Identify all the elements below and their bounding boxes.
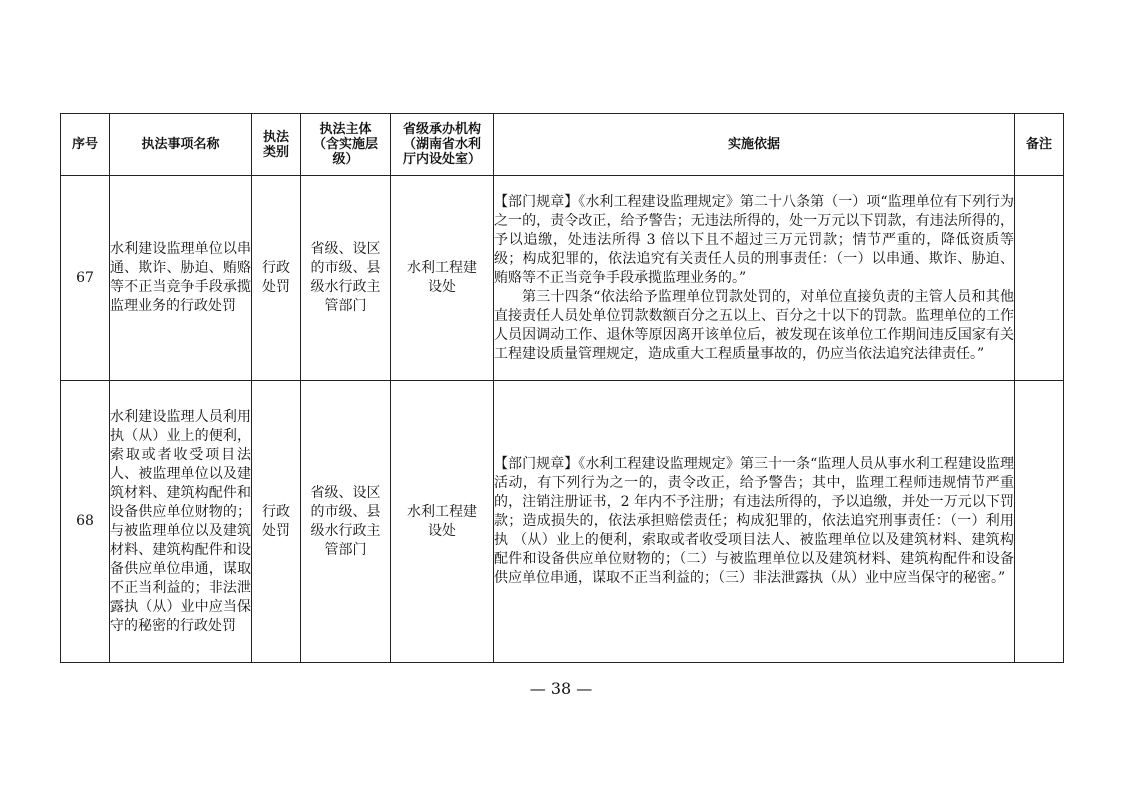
table-row [61,176,1064,381]
row-category: 行政处罚 [252,381,301,663]
basis-paragraph: 【部门规章】《水利工程建设监理规定》第三十一条“监理人员从事水利工程建设监理活动，有下列行为之一的，责令改正，给予警告；其中，监理工程师违规情节严重的，注销注册证书，2 年内不予注册；有违法所得的，予以追缴，并处一万元以下罚款；造成损失的，依法承担赔偿责任；构成犯罪的，依法追究刑事责任：（一）利用执 （从）业上的便利，索取或者收受项目法人、被监理单位以及建筑材料、建筑构配件和设备供应单位财物的；（二）与被监理单位以及建筑材料、建筑构配件和设备供应单位串通，谋取不正当利益的；（三）非法泄露执（从）业中应当保守的秘密。” [494,456,1014,586]
row-no: 67 [61,176,110,381]
row-basis [494,176,1015,381]
row-item-name: 水利建设监理单位以串通、欺诈、胁迫、贿赂等不正当竞争手段承揽监理业务的行政处罚 [110,176,252,381]
row-subject: 省级、设区的市级、县级水行政主管部门 [301,176,391,381]
row-item-name: 水利建设监理人员利用执（从）业上的便利，索取或者收受项目法人、被监理单位以及建筑材料、建筑构配件和设备供应单位财物的；与被监理单位以及建筑材料、建筑构配件和设备供应单位串通，谋取不正当利益的；非法泄露执（从）业中应当保守的秘密的行政处罚 [110,381,252,663]
row-no: 68 [61,381,110,663]
header-row [61,114,1064,176]
header-category: 执法类别 [252,114,301,176]
basis-paragraph: 第三十四条“依法给予监理单位罚款处罚的，对单位直接负责的主管人员和其他直接责任人员处单位罚款数额百分之五以上、百分之十以下的罚款。监理单位的工作人员因调动工作、退休等原因离开该单位后，被发现在该单位工作期间违反国家有关工程建设质量管理规定，造成重大工程质量事故的，仍应当依法追究法律责任。” [494,288,1014,362]
row-subject: 省级、设区的市级、县级水行政主管部门 [301,381,391,663]
row-category: 行政处罚 [252,176,301,381]
header-remark: 备注 [1015,114,1064,176]
row-agency: 水利工程建设处 [391,381,494,663]
page-number: — 38 — [529,679,593,698]
row-remark [1015,381,1064,663]
row-remark [1015,176,1064,381]
row-agency: 水利工程建设处 [391,176,494,381]
header-basis: 实施依据 [494,114,1015,176]
header-subject: 执法主体（含实施层级） [301,114,391,176]
enforcement-table [60,113,1064,663]
header-agency: 省级承办机构（湖南省水利厅内设处室） [391,114,494,176]
header-no: 序号 [61,114,110,176]
basis-paragraph: 【部门规章】《水利工程建设监理规定》第二十八条第（一）项“监理单位有下列行为之一的，责令改正，给予警告；无违法所得的，处一万元以下罚款，有违法所得的，予以追缴，处违法所得 3 倍以下且不超过三万元罚款；情节严重的，降低资质等级；构成犯罪的，依法追究有关责任人员的刑事责任：（一）以串通、欺诈、胁迫、贿赂等不正当竞争手段承揽监理业务的。” [494,193,1014,286]
table-row [61,381,1064,663]
header-name: 执法事项名称 [110,114,252,176]
row-basis [494,381,1015,663]
